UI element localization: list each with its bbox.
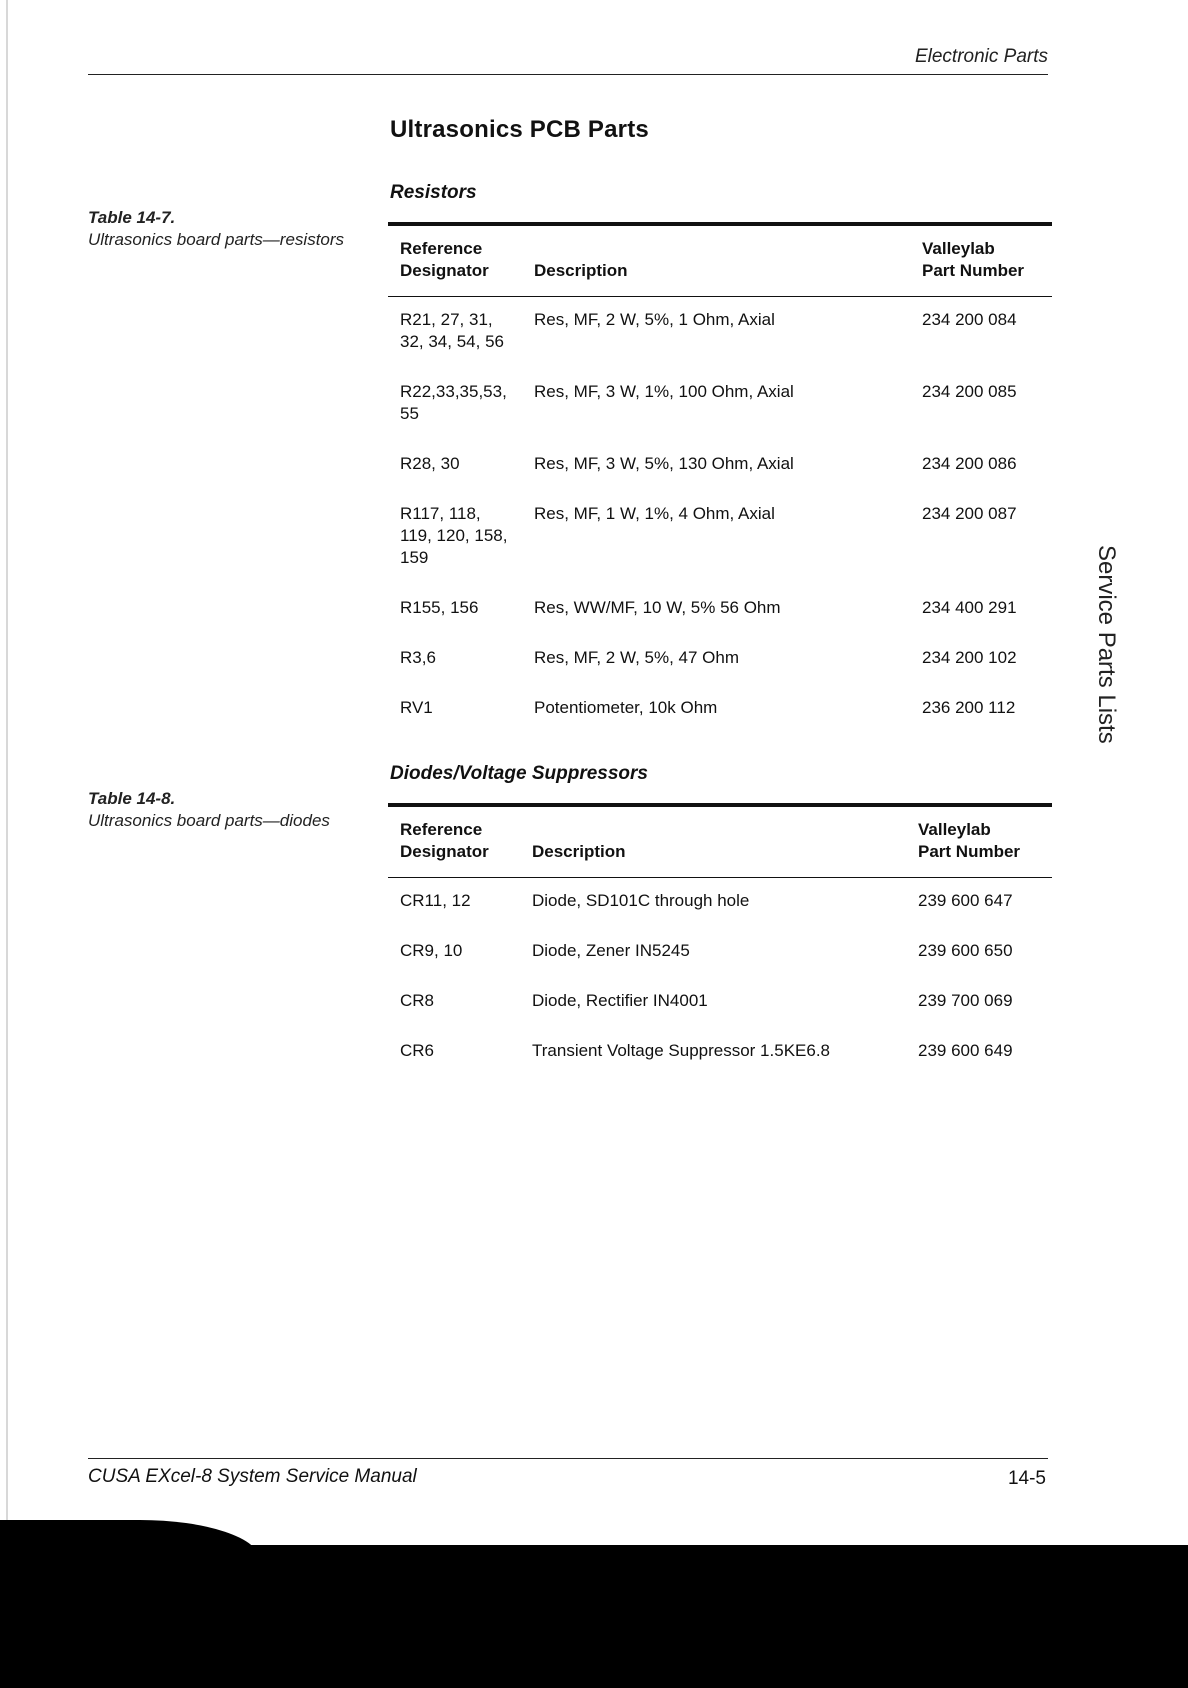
header-rule (88, 74, 1048, 75)
scan-edge (6, 0, 8, 1560)
diodes-table (388, 803, 1052, 1090)
column-header-part-number: Valleylab Part Number (906, 805, 1052, 878)
table-14-8-caption (88, 788, 330, 832)
description-cell: Res, MF, 2 W, 5%, 47 Ohm (534, 648, 740, 667)
reference-designator-cell: R3,6 (400, 648, 436, 667)
column-header-reference: Reference Designator (388, 224, 522, 297)
part-number-cell: 234 200 087 (922, 504, 1017, 523)
caption-number: Table 14-7. (88, 208, 176, 227)
table-header-row (388, 224, 1052, 297)
part-number-cell: 236 200 112 (922, 698, 1016, 717)
column-header-part-number: Valleylab Part Number (910, 224, 1052, 297)
table-14-7-caption (88, 207, 344, 251)
running-header: Electronic Parts (914, 46, 1048, 67)
description-cell: Res, MF, 3 W, 5%, 130 Ohm, Axial (534, 454, 794, 473)
part-number-cell: 239 600 650 (918, 941, 1013, 960)
part-number-cell: 234 200 102 (922, 648, 1017, 667)
part-number-cell: 239 600 649 (918, 1041, 1013, 1060)
description-cell: Diode, Zener IN5245 (532, 941, 690, 960)
part-number-cell: 239 700 069 (918, 991, 1013, 1010)
reference-designator-cell: R117, 118, 119, 120, 158, 159 (400, 504, 508, 567)
section-side-tab (1088, 545, 1128, 744)
description-cell: Diode, Rectifier IN4001 (532, 991, 708, 1010)
diodes-subhead: Diodes/Voltage Suppressors (390, 763, 648, 784)
part-number-cell: 239 600 647 (918, 891, 1013, 910)
section-title: Ultrasonics PCB Parts (390, 116, 649, 143)
side-tab-label: Service Parts Lists (1093, 545, 1120, 744)
part-number-cell: 234 400 291 (922, 598, 1017, 617)
table-row (388, 878, 1052, 941)
reference-designator-cell: R155, 156 (400, 598, 479, 617)
caption-text: Ultrasonics board parts—resistors (88, 230, 345, 249)
column-header-description: Description (522, 224, 910, 297)
description-cell: Res, MF, 3 W, 1%, 100 Ohm, Axial (534, 382, 794, 401)
part-number-cell: 234 200 085 (922, 382, 1017, 401)
description-cell: Diode, SD101C through hole (532, 891, 750, 910)
table-row (388, 1040, 1052, 1090)
resistors-table (388, 222, 1052, 747)
reference-designator-cell: CR11, 12 (400, 891, 471, 910)
caption-text: Ultrasonics board parts—diodes (88, 811, 330, 830)
reference-designator-cell: CR8 (400, 991, 435, 1010)
reference-designator-cell: R28, 30 (400, 454, 460, 473)
description-cell: Res, MF, 2 W, 5%, 1 Ohm, Axial (534, 310, 775, 329)
column-header-description: Description (520, 805, 906, 878)
reference-designator-cell: CR9, 10 (400, 941, 463, 960)
footer-manual-title: CUSA EXcel-8 System Service Manual (88, 1466, 417, 1487)
table-row (388, 453, 1052, 503)
table-header-row (388, 805, 1052, 878)
description-cell: Transient Voltage Suppressor 1.5KE6.8 (532, 1041, 830, 1060)
reference-designator-cell: R21, 27, 31, 32, 34, 54, 56 (400, 310, 504, 351)
reference-designator-cell: RV1 (400, 698, 433, 717)
resistors-subhead: Resistors (390, 182, 477, 203)
table-row (388, 940, 1052, 990)
table-row (388, 647, 1052, 697)
table-row (388, 297, 1052, 382)
scan-bottom-border (0, 1545, 1188, 1688)
table-row (388, 381, 1052, 453)
part-number-cell: 234 200 084 (922, 310, 1017, 329)
reference-designator-cell: CR6 (400, 1041, 435, 1060)
description-cell: Res, MF, 1 W, 1%, 4 Ohm, Axial (534, 504, 775, 523)
footer-rule (88, 1458, 1048, 1459)
description-cell: Res, WW/MF, 10 W, 5% 56 Ohm (534, 598, 781, 617)
table-row (388, 990, 1052, 1040)
description-cell: Potentiometer, 10k Ohm (534, 698, 718, 717)
caption-number: Table 14-8. (88, 789, 176, 808)
column-header-reference: Reference Designator (388, 805, 520, 878)
table-row (388, 503, 1052, 597)
part-number-cell: 234 200 086 (922, 454, 1017, 473)
table-row (388, 597, 1052, 647)
table-row (388, 697, 1052, 747)
page-number: 14-5 (1007, 1468, 1046, 1489)
reference-designator-cell: R22,33,35,53, 55 (400, 382, 507, 423)
